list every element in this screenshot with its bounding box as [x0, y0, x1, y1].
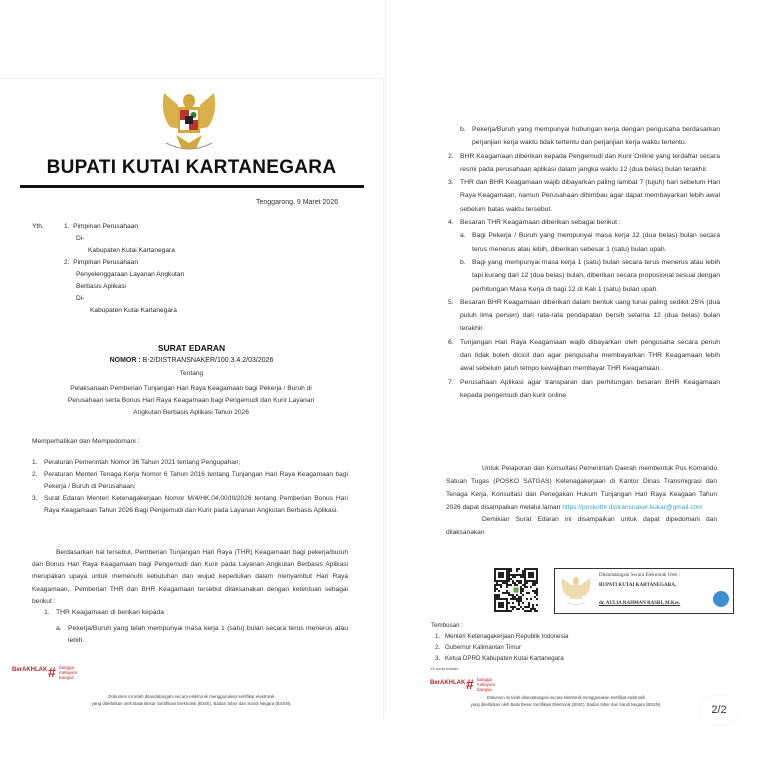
provision-num: a. [460, 232, 466, 240]
letterhead-title: BUPATI KUTAI KARTANEGARA [46, 157, 337, 178]
cc-num: 1. [435, 633, 441, 640]
provision-text: Bagi Pekerja / Buruh yang mempunyai masa kerja 12 (dua belas) bulan secara terus menerus atau lebih, diberikan sebesar 1 (satu) bulan upah. [472, 232, 720, 253]
provision-text: Perusahaan Aplikasi agar transparan dan perhitungan besaran BHR Keagamaan kepada pengemudi dan kurir online [460, 378, 720, 399]
addressee-line: Di- [76, 295, 85, 302]
provision-num: 6. [448, 338, 454, 346]
signature-office: BUPATI KUTAI KARTANEGARA, [599, 583, 677, 588]
footer-note-line: Dokumen ini telah ditandatangani secara elektronik menggunakan sertifikat elektronik [108, 694, 275, 699]
provision-subnum: a. [56, 625, 62, 632]
provision-num: 5. [448, 298, 454, 306]
qr-code-icon [494, 568, 538, 612]
file-reference-note: Yk-surat edaran [430, 666, 459, 671]
provision-text: Pekerja/Buruh yang mempunyai hubungan kerja dengan pengusaha berdasarkan perjanjian kerja waktu tidak tertentu dan perjanjian kerja waktu tertentu. [472, 126, 720, 147]
berakhlak-logo: BerAKHLAK [12, 667, 48, 673]
provision-item [448, 176, 720, 216]
page-indicator: 2/2 [700, 696, 738, 724]
esign-footer-note [416, 694, 716, 708]
provision-subitem [460, 123, 720, 150]
berakhlak-logo: BerAKHLAK [430, 680, 466, 686]
provision-subitem [56, 623, 348, 647]
nomor-label: NOMOR : [109, 357, 141, 364]
provision-text: THR dan BHR Keagamaan wajib dibayarkan paling lambat 7 (tujuh) hari sebelum Hari Raya Keagamaan, namun Perusahaan dihimbau agar dapat membayarkan lebih awal sebelum batas waktu tersebut. [460, 179, 720, 213]
document-title: SURAT EDARAN [157, 343, 226, 353]
reference-text: Peraturan Pemerintah Nomor 36 Tahun 2021 tentang Pengupahan; [44, 459, 241, 466]
addressee-line: Pimpinan Perusahaan [73, 223, 139, 230]
svg-text:bangga: bangga [477, 677, 493, 682]
addressee-num: 2. [64, 259, 70, 266]
document-page-2 [385, 0, 768, 718]
provision-num: 4. [448, 219, 454, 227]
provision-list [44, 607, 348, 647]
bsre-badge-icon [713, 591, 729, 607]
cc-item [435, 642, 569, 653]
provision-item [448, 336, 720, 376]
footer-note-line: yang diterbitkan oleh Balai Besar Sertifikasi Elektronik (BSrE), Badan Siber dan Sandi Negara (BSSN). [91, 701, 292, 706]
document-page-1 [0, 78, 384, 719]
footer-note-line: yang diterbitkan oleh Balai Besar Sertifikasi Elektronik (BSrE), Badan Siber dan Sandi Negara (BSSN). [470, 702, 662, 707]
provision-num: 2. [448, 152, 454, 160]
reference-item [32, 457, 348, 469]
provision-num: b. [460, 126, 466, 133]
provision-item [448, 296, 720, 336]
svg-text:melayani: melayani [59, 670, 78, 675]
addressee-list [64, 221, 184, 317]
garuda-watermark-icon [559, 572, 593, 610]
electronic-signature-box [554, 568, 734, 614]
reference-item [32, 469, 348, 493]
svg-text:bangsa: bangsa [477, 687, 492, 692]
reference-list [32, 457, 348, 517]
provision-item [448, 216, 720, 229]
yth-label: Yth. [32, 223, 44, 230]
nomor-value: B-2/DISTRANSNAKER/100.3.4.2/03/2026 [142, 357, 274, 364]
provision-text: THR Keagamaan di berikan kepada : [56, 609, 168, 616]
svg-text:melayani: melayani [477, 682, 496, 687]
provision-item [44, 607, 348, 619]
reference-text: Peraturan Menteri Tenaga Kerja Nomor 6 Tahun 2016 tentang Tunjangan Hari Raya Keagamaan bagi Pekerja / Buruh di Perusahaan; [44, 471, 348, 490]
cc-item [435, 653, 569, 664]
cc-item [435, 631, 569, 642]
signature-caption: Ditandatangani Secara Elektronik Oleh : [599, 573, 681, 578]
reference-item [32, 493, 348, 517]
garuda-emblem-icon [156, 83, 222, 157]
cc-text: Ketua DPRD Kabupaten Kutai Kartanegara [445, 655, 564, 662]
cc-text: Menteri Ketenagakerjaan Republik Indonesia [445, 633, 569, 640]
posko-link[interactable]: https://poskothr.distransnaker.kukar@gmail.com [562, 504, 703, 511]
addressee-line: Di- [76, 235, 85, 242]
tentang-label: Tentang [179, 370, 204, 377]
svg-text:bangsa: bangsa [59, 675, 74, 680]
subject-text: Pelaksanaan Pemberian Tunjangan Hari Raya Keagamaan bagi Pekerja / Buruh di Perusahaan serta Bonus Hari Raya Keagamaan bagi Pengemudi dan Kurir Layanan Angkutan Berbasis Aplikasi Tahun 2026 [67, 385, 315, 416]
reference-text: Surat Edaran Menteri Ketenagakerjaan Nomor M/4/HK.04.00/III/2026 tentang Pemberian Bonus Hari Raya Keagamaan Tahun 2026 Bagi Pengemudi dan Kurir pada Layanan Angkutan Berbasis Aplikasi. [44, 495, 348, 514]
closing-paragraph: Demikian Surat Edaran ini disampaikan untuk dapat dipedomani dan dilaksanakan [446, 516, 717, 536]
cc-num: 2. [435, 644, 441, 651]
provision-item [448, 376, 720, 403]
provision-text: Besaran THR Keagamaan diberikan sebagai berikut : [460, 219, 621, 227]
signatory-name: dr. AULIA RAHMAN BASRI, M.Kes. [599, 601, 681, 606]
body-paragraph: Berdasarkan hal tersebut, Pemberian Tunjangan Hari Raya (THR) Keagamaan bagi pekerja/buruh dan Bonus Hari Raya Keagamaan bagi Pengemudi dan Kurir pada Layanan Angkutan Berbasis Aplikasi merupakan upaya untuk memenuhi kebutuhan dan wujud kepedulian dalam menyambut Hari Raya Keagamaan,. Pemberian THR dan BHR Keagamaan tersebut dilaksanakan dengan ketentuan sebagai berikut : [32, 549, 348, 605]
provision-text: Tunjangan Hari Raya Keagamaan wajib dibayarkan oleh pengusaha secara penuh dan tidak boleh dicicil dan agar pengusaha membayarkan THR Keagamaan lebih awal sebelum jatuh tempo kewajiban membayar THR Keagamaan. [460, 338, 720, 373]
posko-paragraph [446, 462, 717, 514]
addressee-line: Kabupaten Kutai Kartanegara [88, 247, 175, 254]
letter-date: Tenggarong, 9 Maret 2026 [256, 199, 339, 206]
document-number [0, 357, 383, 364]
cc-list [431, 620, 569, 664]
addressee-num: 1. [64, 223, 70, 230]
provision-subtext: Pekerja/Buruh yang telah mempunyai masa kerja 1 (satu) bulan secara terus menerus atau lebih. [68, 625, 348, 644]
reference-num: 1. [32, 459, 38, 466]
addressee-line: Kabupaten Kutai Kartanegara [90, 307, 177, 314]
svg-text:bangga: bangga [59, 665, 75, 670]
provision-text: Bagi yang mempunyai masa kerja 1 (satu) bulan secara terus menerus atau lebih tapi kurang dari 12 (dua belas) bulan, diberikan secara proposional sesuai dengan perhitungan Masa Kerja di bagi 12 di Kali 1 (satu) bulan upah. [472, 258, 720, 293]
provision-item [448, 150, 720, 177]
addressee-line: Penyelenggaraan Layanan Angkutan [76, 271, 185, 278]
addressee-line: Pimpinan Perusahaan [73, 259, 139, 266]
provision-subitem [460, 229, 720, 256]
provision-text: Besaran BHR Keagamaan diberikan dalam bentuk uang tunai paling sedikit 25% (dua puluh lima persen) dari rata-rata pendapatan bersih selama 12 (dua belas) bulan terakhir. [460, 298, 720, 333]
cc-num: 3. [435, 655, 441, 662]
posko-text: Untuk Pelaporan dan Konsultasi Pemerintah Daerah membentuk Pos Komando Satuan Tugas (POSKO SATGAS) Ketenagakerjaan di Kantor Dinas Transmigrasi dan Tenaga Kerja, Konsultasi dan Penegakan Hukum Tunjangan Hari Raya Keagaan Tahun 2026 dapat disampaikan melalui laman [446, 465, 717, 511]
considering-label: Memperhatikan dan Mempedomani : [32, 438, 140, 445]
provision-subitem [460, 256, 720, 296]
cc-text: Gubernur Kalimantan Timur [445, 644, 522, 651]
svg-text:#: # [48, 664, 56, 680]
reference-num: 2. [32, 471, 38, 478]
svg-text:#: # [466, 676, 474, 692]
provision-list-continued [448, 123, 720, 402]
addressee-line: Berbasis Aplikasi [76, 283, 126, 290]
provision-text: BHR Keagamaan diberikan kepada Pengemudi dan Kurir Online yang terdaftar secara resmi pada perusahaan aplikasi dalam jangka waktu 12 (dua belas) bulan terakhir. [460, 152, 720, 173]
bangga-melayani-bangsa-logo-icon [466, 675, 506, 693]
provision-num: 1. [44, 609, 50, 616]
bangga-melayani-bangsa-logo-icon [48, 663, 88, 681]
provision-num: 7. [448, 378, 454, 386]
cc-label: Tembusan : [431, 622, 463, 629]
letterhead-divider [20, 185, 364, 188]
provision-num: b. [460, 258, 466, 266]
provision-num: 3. [448, 179, 454, 187]
footer-note-line: Dokumen ini telah ditandatangani secara elektronik menggunakan sertifikat elektronik [486, 695, 646, 700]
reference-num: 3. [32, 495, 38, 502]
esign-footer-note [0, 693, 383, 707]
